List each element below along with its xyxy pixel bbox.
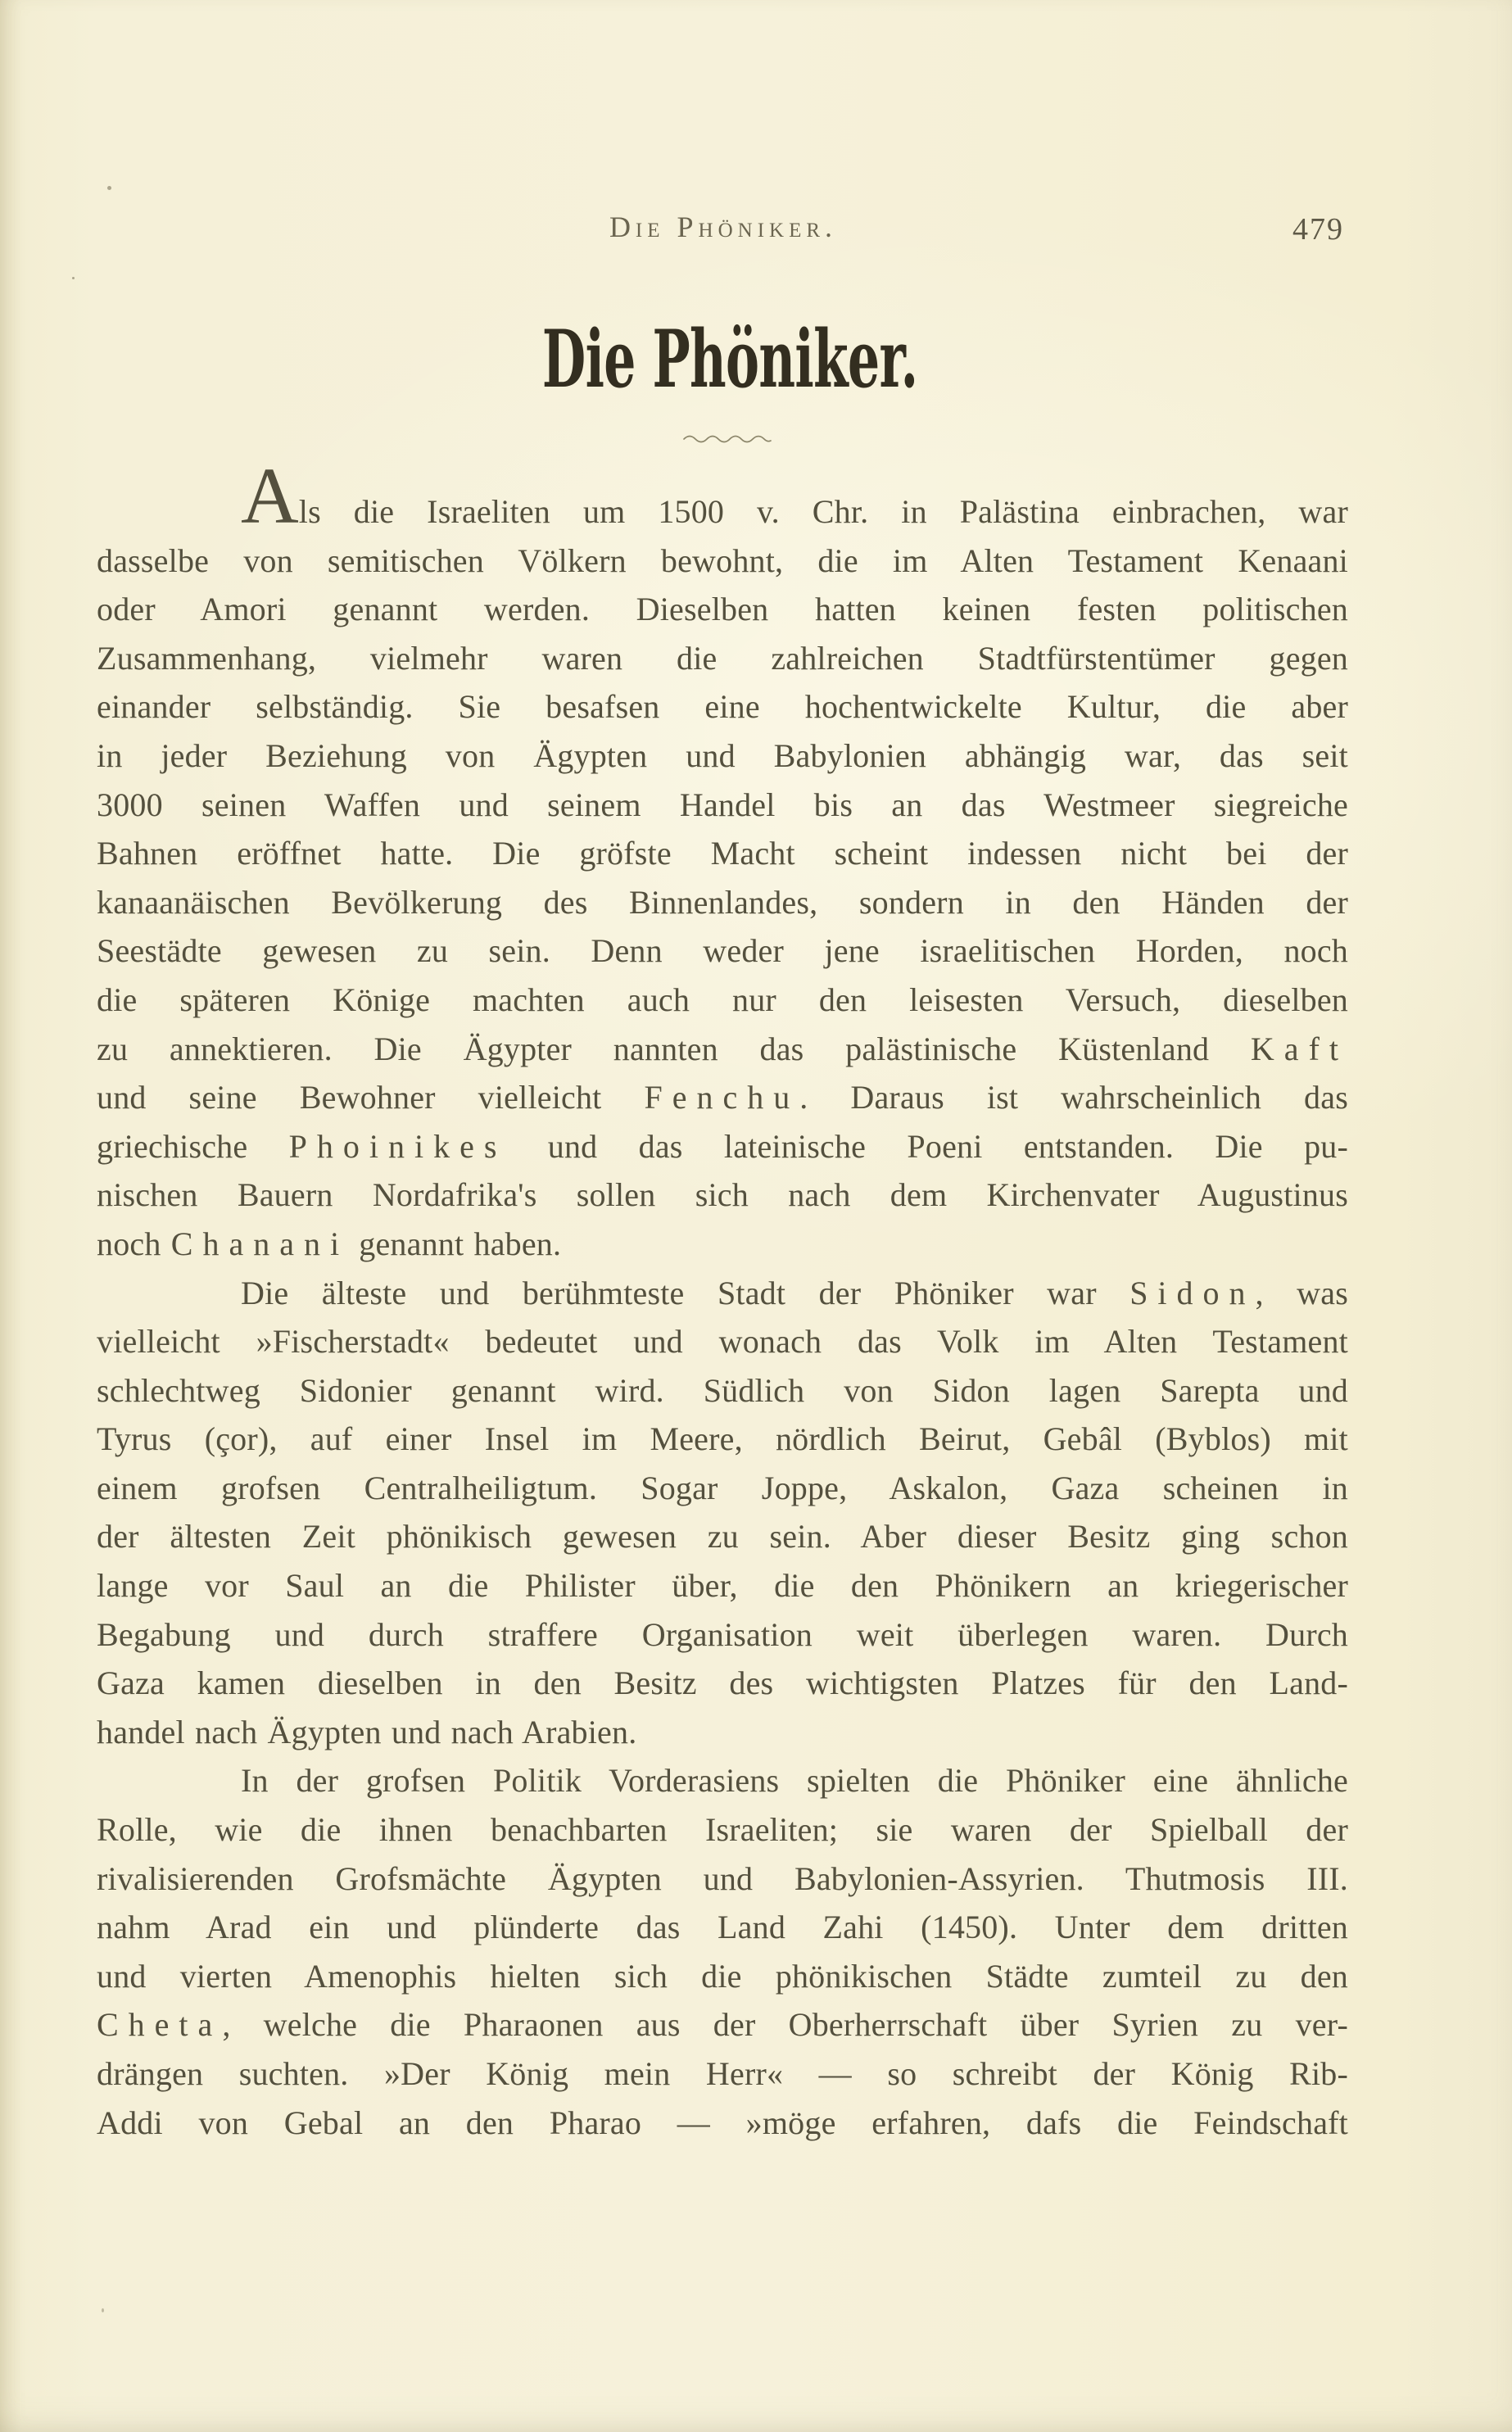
text-line: [97, 1561, 1348, 1610]
text-run: Seestädte gewesen zu sein. Denn weder jene israelitischen Horden, noch: [97, 932, 1348, 970]
text-line: [97, 585, 1348, 634]
text-run: handel nach Ägypten und nach Arabien.: [97, 1713, 637, 1750]
text-run: und vierten Amenophis hielten sich die phönikischen Städte zumteil zu den: [97, 1957, 1348, 1995]
text-line: [97, 537, 1348, 586]
chapter-title-wrap: [0, 313, 1460, 405]
text-run: einander selbständig. Sie besafsen eine hochentwickelte Kultur, die aber: [97, 688, 1348, 726]
text-line: [97, 2099, 1348, 2148]
text-line: [97, 1220, 1348, 1269]
text-run: nahm Arad ein und plünderte das Land Zahi (1450). Unter dem dritten: [97, 1909, 1348, 1946]
chapter-title: Die Phöniker.: [541, 313, 918, 405]
text-line: [97, 926, 1348, 976]
text-line: [97, 1122, 1348, 1171]
text-line: [97, 682, 1348, 731]
text-line: [97, 1317, 1348, 1366]
text-run: , welche die Pharaonen aus der Oberherrschaft über Syrien zu ver-: [222, 2006, 1348, 2044]
text-run: genannt haben.: [349, 1225, 562, 1262]
text-run: Gaza kamen dieselben in den Besitz des wichtigsten Platzes für den Land-: [97, 1664, 1348, 1702]
text-line: [97, 2000, 1348, 2049]
initial-capital: A: [241, 452, 299, 541]
text-run: oder Amori genannt werden. Dieselben hatten keinen festen politischen: [97, 591, 1348, 628]
text-run: Begabung und durch straffere Organisation weit überlegen waren. Durch: [97, 1615, 1348, 1653]
letterspaced-word: Chanani: [170, 1225, 350, 1262]
text-run: griechische: [97, 1127, 289, 1165]
letterspaced-word: Kaft: [1250, 1030, 1348, 1067]
text-line: [97, 1805, 1348, 1855]
page-number: 479: [1292, 212, 1344, 247]
text-run: vielleicht »Fischerstadt« bedeutet und wonach das Volk im Alten Testament: [97, 1323, 1348, 1361]
paper-speck: [965, 995, 968, 998]
text-line: [97, 1756, 1348, 1805]
text-run: drängen suchten. »Der König mein Herr« — so schreibt der König Rib-: [97, 2055, 1348, 2092]
text-run: Tyrus (çor), auf einer Insel im Meere, nördlich Beirut, Gebâl (Byblos) mit: [97, 1420, 1348, 1458]
paper-speck: [102, 2308, 104, 2312]
paper-speck: [72, 277, 75, 279]
text-run: , was: [1255, 1274, 1348, 1311]
text-line: [97, 634, 1348, 683]
text-run: einem grofsen Centralheiligtum. Sogar Joppe, Askalon, Gaza scheinen in: [97, 1469, 1348, 1506]
text-line: [97, 878, 1348, 927]
text-run: kanaanäischen Bevölkerung des Binnenlandes, sondern in den Händen der: [97, 883, 1348, 921]
text-line: [97, 1855, 1348, 1904]
text-line: [97, 1903, 1348, 1952]
running-head: Die Phöniker.: [609, 211, 838, 243]
text-run: dasselbe von semitischen Völkern bewohnt, die im Alten Testament Kenaani: [97, 541, 1348, 579]
text-line: [97, 1610, 1348, 1660]
text-line: [97, 2049, 1348, 2099]
letterspaced-word: Sidon: [1129, 1274, 1256, 1311]
text-run: Addi von Gebal an den Pharao — »möge erfahren, dafs die Feindschaft: [97, 2104, 1348, 2141]
body-text: [97, 452, 1348, 2147]
text-run: und das lateinische Poeni entstanden. Die pu-: [506, 1127, 1348, 1165]
text-run: in jeder Beziehung von Ägypten und Babylonien abhängig war, das seit: [97, 736, 1348, 774]
text-run: 3000 seinen Waffen und seinem Handel bis an das Westmeer siegreiche: [97, 786, 1348, 823]
text-line: [97, 1171, 1348, 1220]
text-line: [97, 1952, 1348, 2001]
text-run: lange vor Saul an die Philister über, die den Phönikern an kriegerischer: [97, 1567, 1348, 1605]
text-line: [97, 1659, 1348, 1708]
text-line: [97, 1073, 1348, 1122]
text-run: zu annektieren. Die Ägypter nannten das palästinische Küstenland: [97, 1030, 1251, 1067]
letterspaced-word: Fenchu: [644, 1079, 800, 1116]
wavy-rule-ornament-icon: [681, 431, 776, 446]
letterspaced-word: Phoinikes: [288, 1127, 507, 1165]
text-run: nischen Bauern Nordafrika's sollen sich nach dem Kirchenvater Augustinus: [97, 1176, 1348, 1214]
text-run: Rolle, wie die ihnen benachbarten Israeliten; sie waren der Spielball der: [97, 1811, 1348, 1849]
text-run: . Daraus ist wahrscheinlich das: [799, 1079, 1348, 1116]
letterspaced-word: Cheta: [97, 2006, 223, 2044]
text-line: [97, 452, 1348, 541]
paper-speck: [107, 186, 111, 190]
text-run: die späteren Könige machten auch nur den leisesten Versuch, dieselben: [97, 980, 1348, 1018]
text-line: [97, 731, 1348, 781]
text-run: noch: [97, 1225, 171, 1262]
text-run: Die älteste und berühmteste Stadt der Phöniker war: [241, 1274, 1130, 1311]
text-run: ls die Israeliten um 1500 v. Chr. in Palästina einbrachen, war: [298, 493, 1348, 530]
text-run: schlechtweg Sidonier genannt wird. Südlich von Sidon lagen Sarepta und: [97, 1371, 1348, 1409]
text-run: Bahnen eröffnet hatte. Die gröfste Macht scheint indessen nicht bei der: [97, 835, 1348, 872]
text-line: [97, 976, 1348, 1025]
text-run: der ältesten Zeit phönikisch gewesen zu sein. Aber dieser Besitz ging schon: [97, 1518, 1348, 1556]
text-run: und seine Bewohner vielleicht: [97, 1079, 645, 1116]
text-line: [97, 1415, 1348, 1464]
text-line: [97, 1708, 1348, 1757]
text-line: [97, 1512, 1348, 1561]
text-run: In der grofsen Politik Vorderasiens spielten die Phöniker eine ähnliche: [241, 1762, 1348, 1800]
text-line: [97, 1464, 1348, 1513]
text-line: [97, 1366, 1348, 1415]
text-line: [97, 829, 1348, 878]
text-line: [97, 1025, 1348, 1074]
text-line: [97, 1269, 1348, 1318]
text-run: Zusammenhang, vielmehr waren die zahlreichen Stadtfürstentümer gegen: [97, 639, 1348, 677]
text-line: [97, 781, 1348, 830]
text-run: rivalisierenden Grofsmächte Ägypten und Babylonien-Assyrien. Thutmosis III.: [97, 1859, 1348, 1897]
